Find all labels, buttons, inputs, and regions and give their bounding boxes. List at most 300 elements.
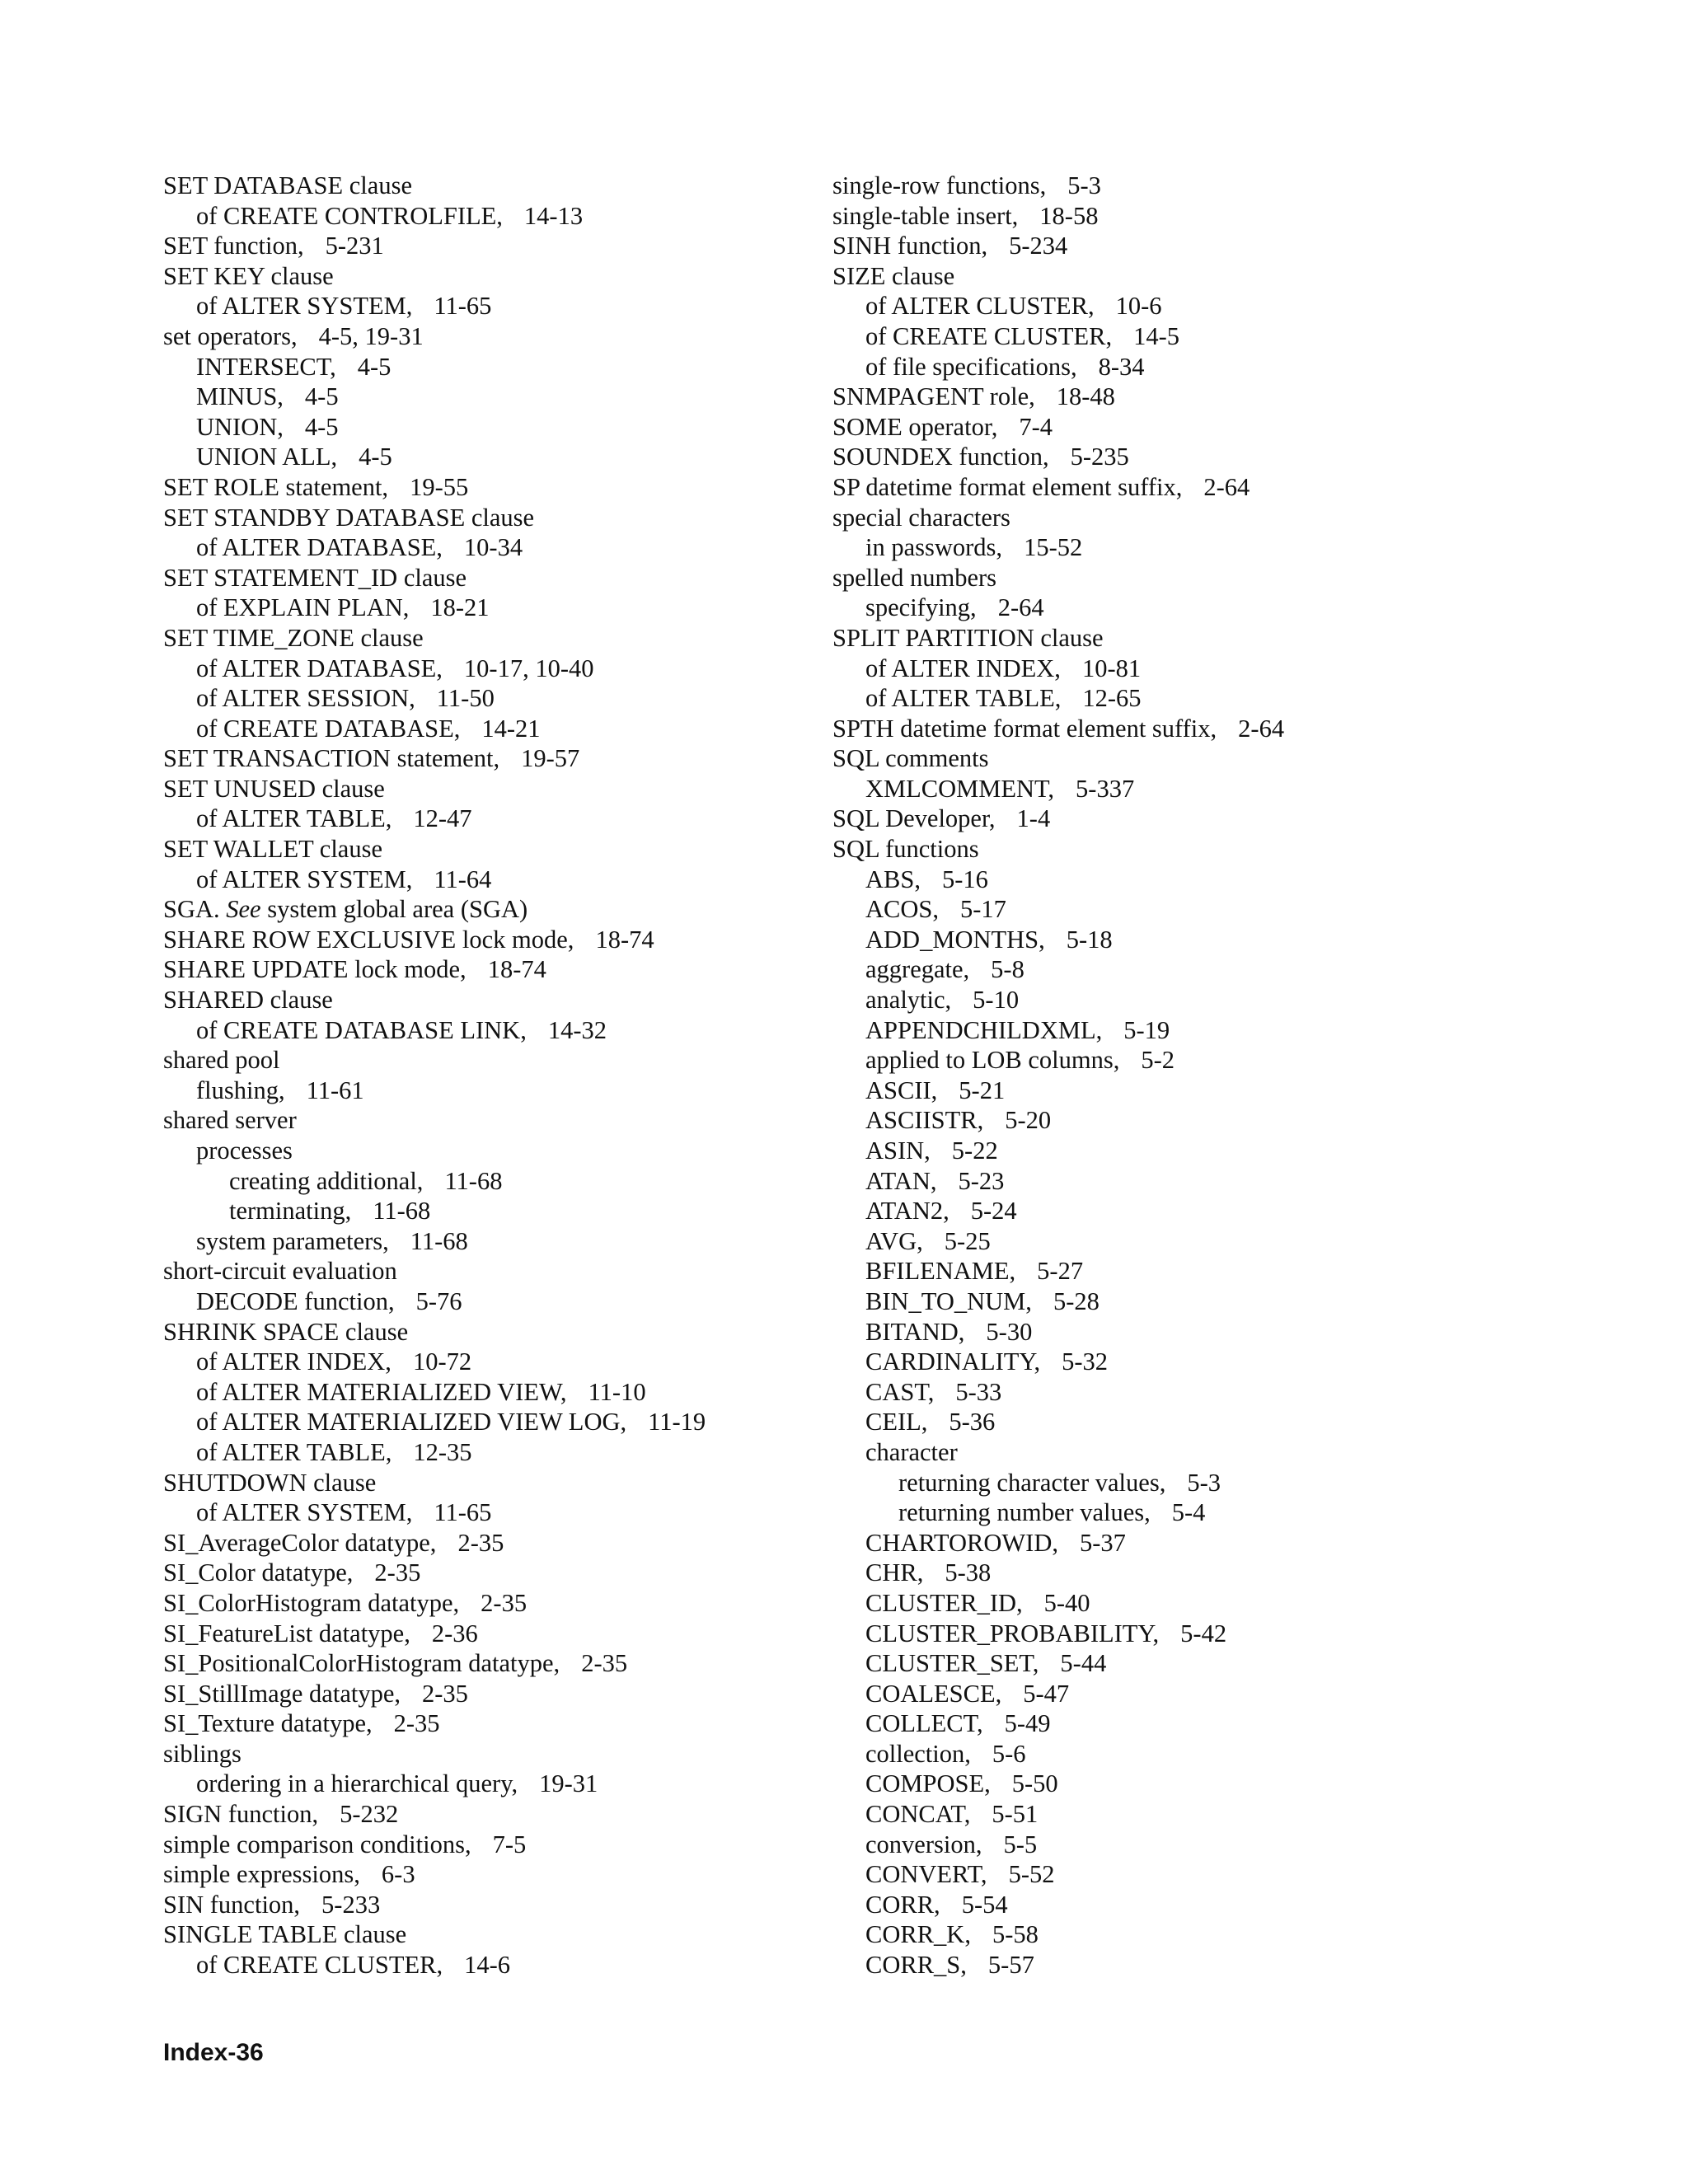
page-reference: 5-49 xyxy=(1004,1709,1051,1738)
index-term: COLLECT, xyxy=(865,1709,983,1738)
index-term: siblings xyxy=(163,1739,241,1768)
page-reference: 18-58 xyxy=(1039,201,1099,230)
page-reference: 14-21 xyxy=(481,714,541,743)
index-term: ASCII, xyxy=(865,1076,938,1104)
page-reference: 5-44 xyxy=(1060,1649,1107,1678)
index-entry xyxy=(163,412,823,443)
index-term: CORR_K, xyxy=(865,1920,971,1949)
index-term: of ALTER TABLE, xyxy=(196,1437,392,1466)
index-term: simple comparison conditions, xyxy=(163,1830,471,1858)
page-reference: 5-10 xyxy=(973,986,1020,1015)
index-entry xyxy=(832,1045,1657,1076)
page-reference: 11-61 xyxy=(306,1076,364,1104)
page-reference: 11-65 xyxy=(434,1498,492,1527)
index-entry xyxy=(832,894,1657,925)
index-entry xyxy=(832,1136,1657,1166)
index-entry xyxy=(832,714,1657,744)
index-term: SET ROLE statement, xyxy=(163,472,389,501)
index-entry xyxy=(832,1859,1657,1890)
index-column-left xyxy=(163,171,823,1980)
index-term: of ALTER TABLE, xyxy=(196,804,392,833)
index-term: SQL comments xyxy=(832,744,989,773)
page-reference: 2-64 xyxy=(1238,714,1285,743)
page-reference: 7-5 xyxy=(492,1830,527,1858)
index-entry xyxy=(163,804,823,834)
index-term: creating additional, xyxy=(229,1166,424,1195)
index-term: of ALTER INDEX, xyxy=(196,1347,392,1376)
index-entry xyxy=(163,954,823,985)
index-term: in passwords, xyxy=(865,533,1003,562)
index-term: analytic, xyxy=(865,986,952,1015)
index-entry xyxy=(832,352,1657,382)
index-term: BFILENAME, xyxy=(865,1257,1016,1286)
index-term: processes xyxy=(196,1137,293,1165)
page-reference: 1-4 xyxy=(1016,804,1051,833)
index-term: INTERSECT, xyxy=(196,352,336,381)
page-reference: 5-5 xyxy=(1003,1830,1038,1858)
page-reference: 5-24 xyxy=(970,1197,1017,1226)
page-reference: 11-64 xyxy=(434,865,492,893)
index-term: CHARTOROWID, xyxy=(865,1528,1058,1557)
index-term: of CREATE CLUSTER, xyxy=(196,1951,443,1980)
index-entry xyxy=(163,623,823,654)
page-reference: 2-64 xyxy=(1203,472,1250,501)
index-term: SOUNDEX function, xyxy=(832,443,1049,471)
page-reference: 11-19 xyxy=(648,1408,706,1436)
index-term: SET function, xyxy=(163,232,304,260)
index-term: ordering in a hierarchical query, xyxy=(196,1769,518,1798)
index-entry xyxy=(163,1136,823,1166)
page-reference: 19-57 xyxy=(521,744,580,773)
page-reference: 18-48 xyxy=(1056,382,1115,411)
page-reference: 5-32 xyxy=(1062,1347,1109,1376)
index-entry xyxy=(163,654,823,684)
index-entry xyxy=(832,1497,1657,1528)
index-entry xyxy=(832,1919,1657,1950)
index-term: SI_Texture datatype, xyxy=(163,1709,373,1738)
page-reference: 14-13 xyxy=(523,201,584,230)
page-reference: 14-5 xyxy=(1133,321,1179,350)
index-entry xyxy=(163,261,823,292)
index-entry xyxy=(163,774,823,804)
index-term: SINGLE TABLE clause xyxy=(163,1920,407,1949)
index-term: SIGN function, xyxy=(163,1800,319,1829)
index-entry xyxy=(163,352,823,382)
index-term: specifying, xyxy=(865,593,977,622)
index-term: of ALTER TABLE, xyxy=(865,684,1062,713)
index-term: SI_Color datatype, xyxy=(163,1558,354,1587)
page-reference: 4-5 xyxy=(359,443,392,471)
page-reference: 5-8 xyxy=(991,955,1025,984)
index-term: ABS, xyxy=(865,865,921,893)
index-entry xyxy=(832,1347,1657,1377)
page-reference: 5-6 xyxy=(992,1739,1026,1768)
index-entry xyxy=(832,1799,1657,1830)
index-entry xyxy=(163,382,823,412)
page-reference: 4-5, 19-31 xyxy=(318,321,424,350)
page-reference: 18-74 xyxy=(487,955,546,984)
index-column-right xyxy=(832,171,1657,1980)
index-entry xyxy=(832,1196,1657,1226)
page-reference: 5-57 xyxy=(987,1951,1034,1980)
index-term: of ALTER MATERIALIZED VIEW LOG, xyxy=(196,1408,627,1436)
index-term: of CREATE CONTROLFILE, xyxy=(196,201,503,230)
page-reference: 2-35 xyxy=(393,1709,440,1738)
page-reference: 7-4 xyxy=(1019,412,1053,441)
index-term: SQL functions xyxy=(832,835,979,864)
index-term: UNION ALL, xyxy=(196,443,338,471)
index-term: ASIN, xyxy=(865,1137,931,1165)
index-term: CONVERT, xyxy=(865,1860,987,1889)
index-entry xyxy=(163,1407,823,1437)
index-entry xyxy=(832,382,1657,412)
index-term: ASCIISTR, xyxy=(865,1106,984,1135)
index-term: SHRINK SPACE clause xyxy=(163,1317,409,1346)
page-reference: 2-35 xyxy=(481,1588,528,1617)
page-reference: 5-51 xyxy=(992,1800,1039,1829)
index-entry xyxy=(163,925,823,955)
page-reference: 19-31 xyxy=(539,1769,598,1798)
index-entry xyxy=(163,1076,823,1106)
index-term: SHARED clause xyxy=(163,986,333,1015)
index-term: shared server xyxy=(163,1106,297,1135)
index-term: SGA. xyxy=(163,895,220,924)
index-entry xyxy=(163,503,823,533)
page-reference: 5-52 xyxy=(1008,1860,1055,1889)
index-entry xyxy=(832,683,1657,714)
page-reference: 5-37 xyxy=(1079,1528,1126,1557)
page-reference: 5-28 xyxy=(1053,1286,1100,1315)
page-reference: 8-34 xyxy=(1098,352,1145,381)
index-term: SI_ColorHistogram datatype, xyxy=(163,1588,460,1617)
page-reference: 15-52 xyxy=(1024,533,1083,562)
index-term: of ALTER CLUSTER, xyxy=(865,292,1095,321)
index-entry xyxy=(832,865,1657,895)
index-term: of file specifications, xyxy=(865,352,1077,381)
index-entry xyxy=(163,894,823,925)
index-entry xyxy=(832,412,1657,443)
index-term: SET WALLET clause xyxy=(163,835,382,864)
page-reference: 5-4 xyxy=(1171,1498,1206,1527)
index-term: SET TRANSACTION statement, xyxy=(163,744,500,773)
index-entry xyxy=(163,1799,823,1830)
index-term: SHUTDOWN clause xyxy=(163,1468,377,1497)
index-term: CORR, xyxy=(865,1890,940,1919)
index-entry xyxy=(163,1558,823,1588)
index-entry xyxy=(163,1497,823,1528)
index-entry xyxy=(163,1679,823,1709)
index-term: CLUSTER_ID, xyxy=(865,1588,1023,1617)
index-term: ACOS, xyxy=(865,895,939,924)
page-reference: 5-54 xyxy=(961,1890,1008,1919)
page-reference: 5-47 xyxy=(1023,1679,1070,1708)
index-term: SIN function, xyxy=(163,1890,301,1919)
index-term: of CREATE DATABASE, xyxy=(196,714,461,743)
index-entry xyxy=(832,1226,1657,1257)
page-reference: 10-6 xyxy=(1115,292,1162,321)
index-term: SI_FeatureList datatype, xyxy=(163,1619,410,1647)
index-term: of ALTER SYSTEM, xyxy=(196,865,413,893)
see-reference-target: system global area (SGA) xyxy=(267,895,528,924)
index-entry xyxy=(163,834,823,865)
page-reference: 5-231 xyxy=(325,232,384,260)
page-reference: 5-30 xyxy=(986,1317,1033,1346)
page-reference: 5-233 xyxy=(321,1890,381,1919)
index-entry xyxy=(163,1166,823,1197)
page-reference: 11-50 xyxy=(436,684,495,713)
index-term: flushing, xyxy=(196,1076,285,1104)
page-reference: 2-64 xyxy=(997,593,1044,622)
index-term: of CREATE DATABASE LINK, xyxy=(196,1015,527,1044)
page-reference: 5-22 xyxy=(951,1137,998,1165)
index-entry xyxy=(163,1950,823,1980)
index-entry xyxy=(832,442,1657,472)
index-term: SOME operator, xyxy=(832,412,998,441)
index-term: SNMPAGENT role, xyxy=(832,382,1035,411)
index-term: of ALTER SYSTEM, xyxy=(196,292,413,321)
index-term: shared pool xyxy=(163,1046,280,1075)
index-term: APPENDCHILDXML, xyxy=(865,1015,1103,1044)
index-entry xyxy=(832,1076,1657,1106)
index-term: spelled numbers xyxy=(832,563,997,592)
index-term: BIN_TO_NUM, xyxy=(865,1286,1032,1315)
index-entry xyxy=(832,321,1657,352)
index-entry xyxy=(832,954,1657,985)
index-term: simple expressions, xyxy=(163,1860,360,1889)
index-term: ATAN2, xyxy=(865,1197,950,1226)
page-reference: 14-6 xyxy=(464,1951,510,1980)
index-entry xyxy=(163,1528,823,1558)
index-entry xyxy=(163,1919,823,1950)
page-reference: 5-36 xyxy=(949,1408,996,1436)
index-term: of ALTER SESSION, xyxy=(196,684,415,713)
index-entry xyxy=(163,201,823,232)
index-entry xyxy=(163,532,823,563)
index-entry xyxy=(163,1830,823,1860)
page-reference: 5-2 xyxy=(1141,1046,1175,1075)
index-term: system parameters, xyxy=(196,1226,389,1255)
index-term: SET TIME_ZONE clause xyxy=(163,623,424,652)
index-term: SHARE UPDATE lock mode, xyxy=(163,955,467,984)
page-reference: 10-34 xyxy=(463,533,523,562)
index-entry xyxy=(163,683,823,714)
index-entry xyxy=(163,1347,823,1377)
index-term: SIZE clause xyxy=(832,261,955,290)
page-reference: 5-23 xyxy=(958,1166,1005,1195)
index-term: short-circuit evaluation xyxy=(163,1257,397,1286)
index-entry xyxy=(832,472,1657,503)
index-term: character xyxy=(865,1437,958,1466)
index-entry xyxy=(832,1769,1657,1799)
index-term: CHR, xyxy=(865,1558,924,1587)
index-entry xyxy=(163,1286,823,1317)
index-term: ADD_MONTHS, xyxy=(865,925,1045,954)
index-entry xyxy=(832,1015,1657,1046)
index-term: SI_PositionalColorHistogram datatype, xyxy=(163,1649,560,1678)
index-entry xyxy=(832,1890,1657,1920)
index-entry xyxy=(832,1528,1657,1558)
index-term: CAST, xyxy=(865,1377,935,1406)
index-term: COALESCE, xyxy=(865,1679,1002,1708)
page-reference: 5-50 xyxy=(1011,1769,1058,1798)
index-term: SET KEY clause xyxy=(163,261,334,290)
index-entry xyxy=(832,231,1657,261)
index-term: BITAND, xyxy=(865,1317,965,1346)
index-entry xyxy=(832,1166,1657,1197)
index-term: SI_AverageColor datatype, xyxy=(163,1528,437,1557)
index-term: of EXPLAIN PLAN, xyxy=(196,593,410,622)
index-term: SPTH datetime format element suffix, xyxy=(832,714,1217,743)
index-entry xyxy=(832,1619,1657,1649)
index-entry xyxy=(163,563,823,593)
index-term: CLUSTER_PROBABILITY, xyxy=(865,1619,1160,1647)
index-entry xyxy=(163,231,823,261)
index-term: of ALTER SYSTEM, xyxy=(196,1498,413,1527)
index-entry xyxy=(163,1377,823,1408)
index-entry xyxy=(163,1256,823,1286)
index-term: SET STANDBY DATABASE clause xyxy=(163,503,535,532)
index-term: collection, xyxy=(865,1739,971,1768)
index-entry xyxy=(832,1317,1657,1347)
page-reference: 5-40 xyxy=(1043,1588,1090,1617)
index-entry xyxy=(832,925,1657,955)
page-reference: 11-10 xyxy=(588,1377,646,1406)
page-reference: 18-74 xyxy=(595,925,654,954)
page-reference: 5-42 xyxy=(1180,1619,1227,1647)
index-term: SHARE ROW EXCLUSIVE lock mode, xyxy=(163,925,574,954)
page-reference: 12-35 xyxy=(413,1437,472,1466)
index-entry xyxy=(163,472,823,503)
index-term: CARDINALITY, xyxy=(865,1347,1041,1376)
index-term: ATAN, xyxy=(865,1166,937,1195)
index-entry xyxy=(832,171,1657,201)
page-reference: 5-3 xyxy=(1187,1468,1221,1497)
index-entry xyxy=(832,201,1657,232)
index-term: single-table insert, xyxy=(832,201,1019,230)
index-entry xyxy=(832,1588,1657,1619)
index-entry xyxy=(163,1015,823,1046)
index-term: SQL Developer, xyxy=(832,804,996,833)
index-term: of ALTER DATABASE, xyxy=(196,654,443,682)
index-entry xyxy=(832,563,1657,593)
index-entry xyxy=(832,1377,1657,1408)
index-term: COMPOSE, xyxy=(865,1769,991,1798)
index-entry xyxy=(163,743,823,774)
page-reference: 11-68 xyxy=(373,1197,431,1226)
page-reference: 10-81 xyxy=(1081,654,1142,682)
index-entry xyxy=(832,743,1657,774)
index-entry xyxy=(163,1708,823,1739)
index-entry xyxy=(163,1739,823,1769)
index-term: AVG, xyxy=(865,1226,923,1255)
page-reference: 5-234 xyxy=(1009,232,1068,260)
page-reference: 14-32 xyxy=(547,1015,607,1044)
index-entry xyxy=(163,714,823,744)
page-reference: 4-5 xyxy=(304,382,339,411)
page-reference: 11-65 xyxy=(434,292,492,321)
page-reference: 5-25 xyxy=(944,1226,991,1255)
page-reference: 5-17 xyxy=(959,895,1006,924)
index-term: set operators, xyxy=(163,321,298,350)
page-reference: 5-16 xyxy=(941,865,988,893)
index-entry xyxy=(832,291,1657,321)
index-term: XMLCOMMENT, xyxy=(865,774,1055,803)
index-term: SP datetime format element suffix, xyxy=(832,472,1183,501)
page-reference: 5-27 xyxy=(1037,1257,1084,1286)
page-reference: 18-21 xyxy=(430,593,490,622)
index-entry xyxy=(832,1950,1657,1980)
index-entry xyxy=(832,1437,1657,1468)
index-entry xyxy=(832,1286,1657,1317)
index-entry xyxy=(163,1588,823,1619)
index-term: SET UNUSED clause xyxy=(163,774,385,803)
page-reference: 4-5 xyxy=(304,412,339,441)
page-reference: 5-38 xyxy=(945,1558,992,1587)
index-entry xyxy=(163,1317,823,1347)
index-term: CONCAT, xyxy=(865,1800,971,1829)
index-entry xyxy=(832,1830,1657,1860)
page-reference: 5-76 xyxy=(415,1286,462,1315)
index-entry xyxy=(832,261,1657,292)
index-entry xyxy=(832,804,1657,834)
index-entry xyxy=(832,985,1657,1015)
index-entry xyxy=(163,1045,823,1076)
index-entry xyxy=(163,985,823,1015)
index-entry xyxy=(163,1196,823,1226)
page-reference: 5-232 xyxy=(340,1800,399,1829)
index-term: single-row functions, xyxy=(832,171,1047,199)
index-entry xyxy=(832,623,1657,654)
index-entry xyxy=(832,593,1657,623)
index-entry xyxy=(163,865,823,895)
index-entry xyxy=(163,171,823,201)
index-term: aggregate, xyxy=(865,955,970,984)
index-term: SINH function, xyxy=(832,232,988,260)
page-reference: 5-337 xyxy=(1076,774,1135,803)
index-entry xyxy=(832,1708,1657,1739)
index-entry xyxy=(832,1468,1657,1498)
index-entry xyxy=(163,1769,823,1799)
index-term: terminating, xyxy=(229,1197,352,1226)
index-entry xyxy=(832,1256,1657,1286)
index-term: returning character values, xyxy=(898,1468,1166,1497)
index-entry xyxy=(163,1859,823,1890)
index-entry xyxy=(163,1890,823,1920)
page-reference: 5-18 xyxy=(1066,925,1113,954)
page-reference: 19-55 xyxy=(410,472,469,501)
index-term: SI_StillImage datatype, xyxy=(163,1679,401,1708)
index-term: of CREATE CLUSTER, xyxy=(865,321,1113,350)
index-entry xyxy=(832,1407,1657,1437)
page-reference: 10-17, 10-40 xyxy=(463,654,594,682)
index-term: DECODE function, xyxy=(196,1286,395,1315)
page-reference: 5-21 xyxy=(959,1076,1006,1104)
index-entry xyxy=(163,1437,823,1468)
index-term: CLUSTER_SET, xyxy=(865,1649,1039,1678)
index-entry xyxy=(832,1648,1657,1679)
index-term: special characters xyxy=(832,503,1010,532)
index-entry xyxy=(832,1558,1657,1588)
index-entry xyxy=(163,1105,823,1136)
index-entry xyxy=(163,442,823,472)
index-term: UNION, xyxy=(196,412,284,441)
index-entry xyxy=(832,1739,1657,1769)
page-reference: 5-3 xyxy=(1067,171,1101,199)
page-reference: 5-19 xyxy=(1123,1015,1170,1044)
page-reference: 5-235 xyxy=(1070,443,1129,471)
index-term: SET DATABASE clause xyxy=(163,171,412,199)
index-entry xyxy=(163,321,823,352)
